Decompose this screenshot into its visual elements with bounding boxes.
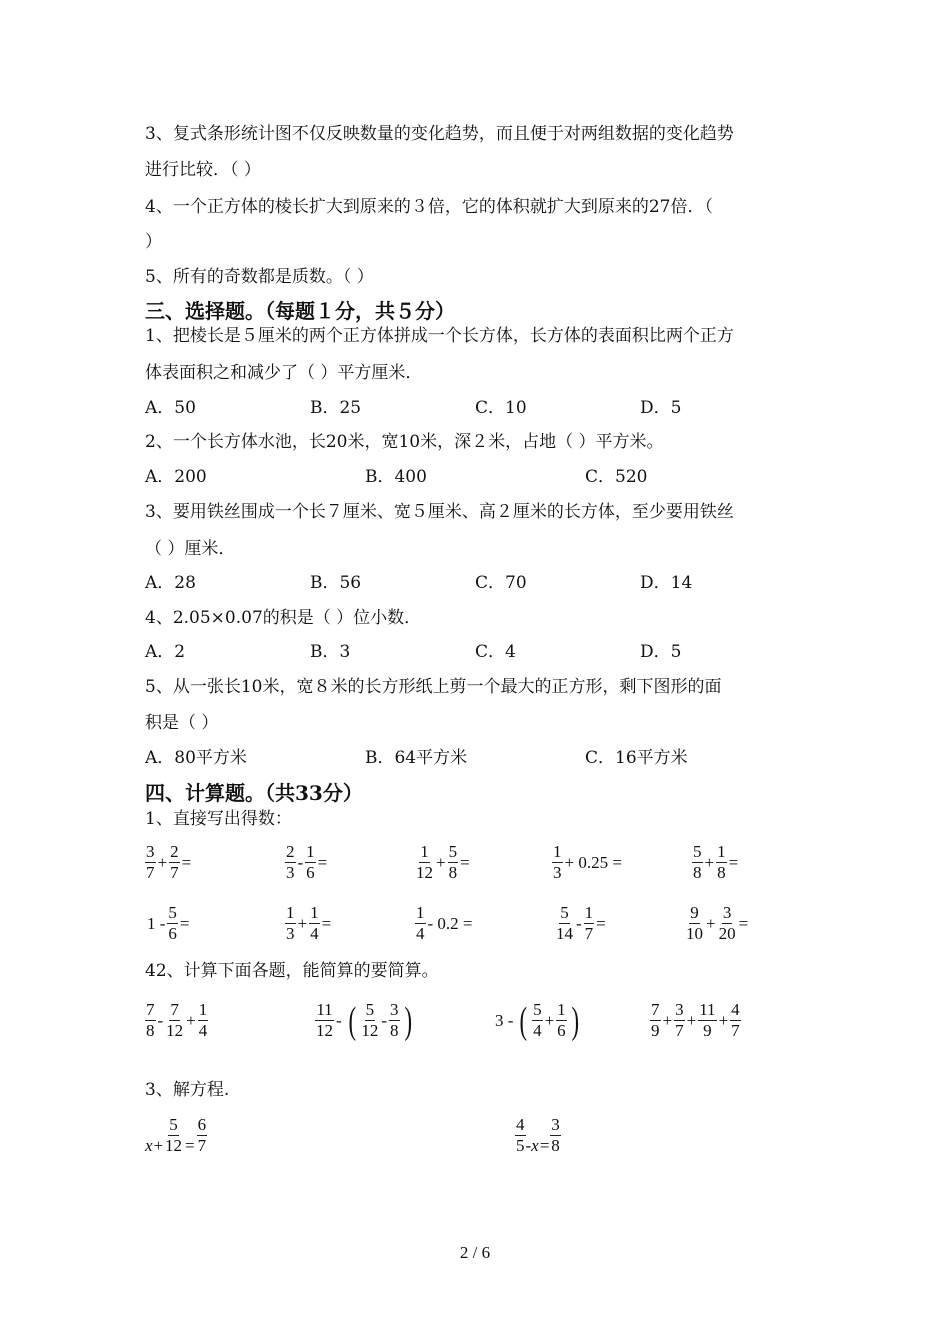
oral-calc-2: 2 3 - $\frac{1}{6}$ = xyxy=(286,842,328,882)
fraction: $\frac{3}{7}$ xyxy=(675,1000,684,1040)
right-paren: ) xyxy=(404,999,412,1042)
fraction: $\frac{4}{7}$ xyxy=(731,1000,740,1040)
fraction: $\frac{1}{6}$ xyxy=(557,1000,566,1040)
simplify-calc-4: 7 9 + $\frac{3}{7}$ + $\frac{11}{9}$ + $\frac{4}{7}$ xyxy=(651,1000,740,1040)
mc3-option-d: D．14 xyxy=(640,573,693,593)
fraction: $\frac{3}{8}$ xyxy=(551,1115,560,1155)
simplify-calc-1: 7 8 - 7 12 + $\frac{1}{4}$ xyxy=(146,1000,208,1040)
mc2-option-b: B．400 xyxy=(365,467,427,487)
section4-title: 四、计算题。（共33分） xyxy=(145,781,363,805)
fraction: $\frac{3}{20}$ xyxy=(718,903,736,943)
judge-4-line2: ） xyxy=(145,232,162,252)
simplify-calc-2: 11 12 - ( 5 12 - 3 8 ) xyxy=(316,999,412,1042)
mc5-option-a: A．80平方米 xyxy=(145,748,247,768)
fraction: 7 12 xyxy=(166,1000,184,1040)
fraction: 5 8 xyxy=(693,842,702,882)
fraction: $\frac{1}{4}$ xyxy=(310,903,319,943)
oral-calc-6: 1 - $\frac{5}{6}$ = xyxy=(147,903,190,943)
mc1-option-a: A．50 xyxy=(145,398,196,418)
mc4-option-a: A．2 xyxy=(145,642,186,662)
mc1-line1: 1、把棱长是５厘米的两个正方体拼成一个长方体，长方体的表面积比两个正方 xyxy=(145,326,734,346)
fraction: $\frac{1}{6}$ xyxy=(306,842,315,882)
fraction: 1 12 xyxy=(416,842,433,882)
equation-1: x+ $\frac{5}{12}$ = $\frac{6}{7}$ xyxy=(145,1115,207,1155)
mc3-line1: 3、要用铁丝围成一个长７厘米、宽５厘米、高２厘米的长方体，至少要用铁丝 xyxy=(145,502,734,522)
fraction: $\frac{2}{7}$ xyxy=(170,842,179,882)
left-paren: ( xyxy=(519,999,528,1042)
fraction: $\frac{11}{9}$ xyxy=(699,1000,716,1040)
section3-title: 三、选择题。（每题１分，共５分） xyxy=(145,299,455,323)
mc1-option-d: D．5 xyxy=(640,398,682,418)
oral-calc-3: 1 12 + $\frac{5}{8}$ = xyxy=(416,842,470,882)
fraction: $\frac{1}{7}$ xyxy=(584,903,594,943)
fraction: 3 7 xyxy=(146,842,155,882)
right-paren: ) xyxy=(571,999,579,1042)
fraction: 1 3 xyxy=(553,842,562,882)
fraction: 5 12 xyxy=(361,1000,379,1040)
mc3-option-b: B．56 xyxy=(310,573,362,593)
mc4-option-c: C．4 xyxy=(475,642,516,662)
mc2-line1: 2、一个长方体水池，长20米，宽10米，深２米，占地（ ）平方米。 xyxy=(145,432,664,452)
mc4-option-b: B．3 xyxy=(310,642,351,662)
judge-4-line1: 4、一个正方体的棱长扩大到原来的３倍，它的体积就扩大到原来的27倍．（ xyxy=(145,197,713,217)
fraction: 5 14 xyxy=(556,903,573,943)
fraction: 4 5 xyxy=(516,1115,525,1155)
fraction: 9 10 xyxy=(686,903,703,943)
mc3-option-a: A．28 xyxy=(145,573,196,593)
equation-2: 4 5 -x= $\frac{3}{8}$ xyxy=(516,1115,560,1155)
judge-5-line1: 5、所有的奇数都是质数。（ ） xyxy=(145,267,374,287)
oral-calc-10: 9 10 + $\frac{3}{20}$ = xyxy=(686,903,749,943)
fraction: $\frac{1}{8}$ xyxy=(717,842,726,882)
oral-calc-9: 5 14 - $\frac{1}{7}$ = xyxy=(556,903,606,943)
judge-3-line1: 3、复式条形统计图不仅反映数量的变化趋势，而且便于对两组数据的变化趋势 xyxy=(145,124,734,144)
mc3-line2: （ ）厘米． xyxy=(145,539,236,559)
calc-q1-label: 1、直接写出得数： xyxy=(145,809,292,829)
fraction: 2 3 xyxy=(286,842,295,882)
judge-3-line2: 进行比较．（ ） xyxy=(145,160,261,180)
mc4-option-d: D．5 xyxy=(640,642,682,662)
fraction: 11 12 xyxy=(316,1000,333,1040)
left-paren: ( xyxy=(348,999,356,1042)
fraction: $\frac{6}{7}$ xyxy=(197,1115,207,1155)
mc3-option-c: C．70 xyxy=(475,573,527,593)
fraction: 5 4 xyxy=(533,1000,542,1040)
mc5-line1: 5、从一张长10米，宽８米的长方形纸上剪一个最大的正方形，剩下图形的面 xyxy=(145,677,722,697)
fraction: $\frac{1}{4}$ xyxy=(198,1000,208,1040)
oral-calc-5: 5 8 + $\frac{1}{8}$ = xyxy=(693,842,739,882)
oral-calc-4: 1 3 + 0.25 = xyxy=(553,842,622,882)
oral-calc-1: 3 7 + $\frac{2}{7}$ = xyxy=(146,842,192,882)
mc1-line2: 体表面积之和减少了（ ）平方厘米． xyxy=(145,363,423,383)
mc5-option-b: B．64平方米 xyxy=(365,748,468,768)
fraction: $\frac{5}{12}$ xyxy=(165,1115,183,1155)
mc2-option-a: A．200 xyxy=(145,467,207,487)
mc1-option-b: B．25 xyxy=(310,398,362,418)
fraction: $\frac{5}{6}$ xyxy=(168,903,177,943)
fraction: 1 4 xyxy=(416,903,425,943)
page-number: 2 / 6 xyxy=(459,1243,491,1262)
mc5-option-c: C．16平方米 xyxy=(585,748,688,768)
mc4-line1: 4、2.05×0.07的积是（ ）位小数． xyxy=(145,608,422,628)
oral-calc-7: 1 3 + $\frac{1}{4}$ = xyxy=(286,903,332,943)
mc5-line2: 积是（ ） xyxy=(145,713,219,733)
fraction: 1 3 xyxy=(286,903,295,943)
mc2-option-c: C．520 xyxy=(585,467,648,487)
fraction: 7 8 xyxy=(146,1000,155,1040)
fraction: 7 9 xyxy=(651,1000,660,1040)
calc-q2-label: 42、计算下面各题，能简算的要简算。 xyxy=(145,961,439,981)
calc-q3-label: 3、解方程. xyxy=(145,1080,230,1100)
fraction: 3 8 xyxy=(390,1000,399,1040)
mc1-option-c: C．10 xyxy=(475,398,527,418)
oral-calc-8: 1 4 - 0.2 = xyxy=(416,903,473,943)
fraction: $\frac{5}{8}$ xyxy=(448,842,458,882)
simplify-calc-3: 3 - ( 5 4 + $\frac{1}{6}$ ) xyxy=(495,999,579,1042)
